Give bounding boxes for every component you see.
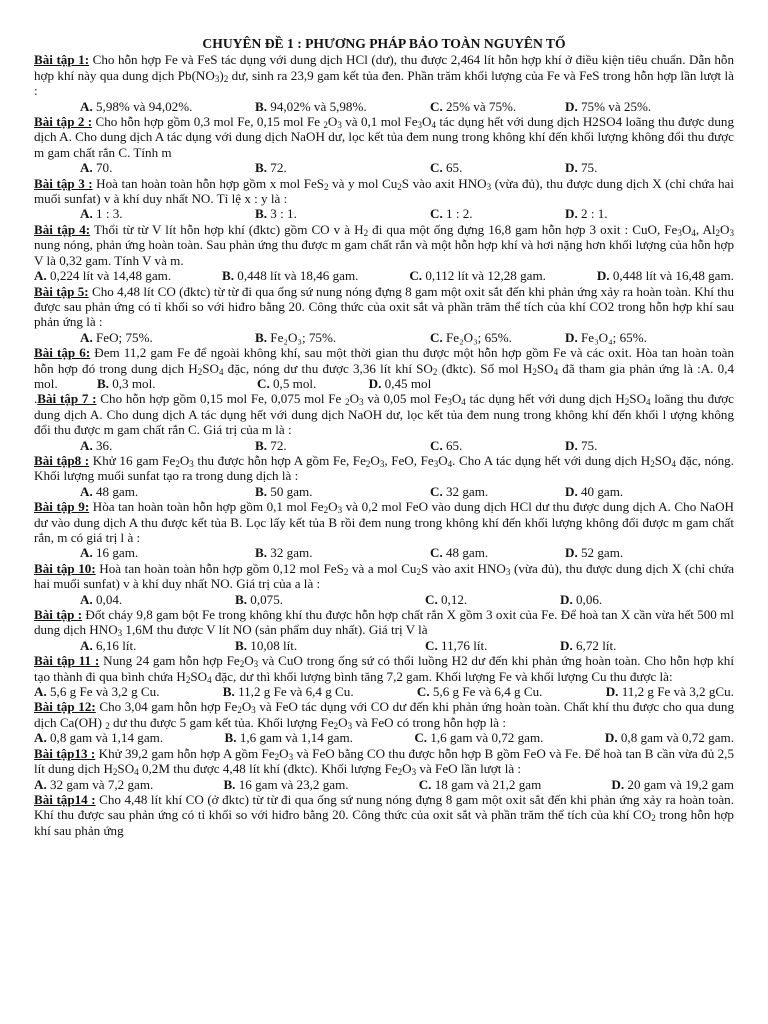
choice-letter: C.	[416, 684, 430, 700]
exercise-question	[34, 499, 734, 545]
answer-choice	[560, 592, 730, 607]
exercise-text: Thổi từ từ V lít hỗn hợp khí (đktc) gồm CO v à $H_2$ đi qua một ống đựng 16,8 gam hỗn hợp 3 oxit : CuO, $Fe_3O_4$, $Al_2O_3$ nung nóng, phản ứng hoàn toàn. Sau phản ứng thu được m gam chất rắn và một hỗn hợp khí và hơi nặng hơn khối lượng của hỗn hợp V là 0,32 gam. Tính V và m.	[34, 221, 735, 268]
choice-letter: C.	[414, 730, 428, 746]
exercise-text: Cho hỗn hợp gồm 0,3 mol Fe, 0,15 mol Fe $_2O_3$ và 0,1 mol $Fe_3O_4$ tác dụng hết với dung dịch H2SO4 loãng thu được dung dịch A. Cho dung dịch A tác dụng với dung dịch NaOH dư, lọc kết tủa đem nung trong không khí đến khối lượng không đổi thu được m gam chất rắn C. Tính m	[34, 114, 734, 160]
answer-choice	[80, 330, 255, 345]
exercise-block	[34, 453, 734, 499]
answer-choice	[430, 330, 565, 345]
exercise-text: Cho 4,48 lít khí CO (ở đktc) từ từ đi qua ống sứ nung nóng đựng 8 gam một oxit sắt đến khi phản ứng xảy ra hoàn toàn. Khí thu được sau phản ứng có tỉ khối so với hiđro bằng 20. Công thức của oxit sắt và phần trăm thể tích của khí $CO_2$ trong hỗn hợp khí sau phản ứng	[34, 791, 734, 838]
answer-choice	[255, 160, 430, 175]
exercise-text: Cho hỗn hợp Fe và FeS tác dụng với dung dịch HCl (dư), thu được 2,464 lít hỗn hợp khí ở điều kiện tiêu chuẩn. Dẫn hỗn hợp khí này qua dung dịch $Pb(NO_3)_2$ dư, sinh ra 23,9 gam kết tủa đen. Phần trăm khối lượng của Fe và FeS trong hỗn hợp lần lượt là :	[34, 52, 734, 99]
choice-letter: A.	[80, 206, 93, 222]
choice-text: 0,112 lít và 12,28 gam.	[422, 268, 546, 284]
choice-letter: D.	[565, 160, 578, 176]
choice-text: 40 gam.	[577, 483, 624, 499]
choice-text: 75.	[577, 437, 598, 453]
choice-letter: D.	[605, 684, 619, 700]
answer-choice	[80, 592, 235, 607]
answer-choices	[34, 484, 734, 499]
exercise-block	[34, 284, 734, 346]
choice-letter: A.	[80, 437, 93, 453]
exercise-text: Đem 11,2 gam Fe để ngoài không khí, sau một thời gian thu được một hỗn hợp gồm Fe và các oxit. Hòa tan hoàn toàn hỗn hợp đó trong dung dịch $H_2SO_4$ đặc, nóng dư thu được 3,36 lít khí $SO_2$ (đktc). Số mol $H_2SO_4$ đã tham gia phản ứng là :A. 0,4 mol. B. 0,3 mol. C. 0,5 mol. D. 0,45 mol	[34, 345, 734, 391]
choice-text: 52 gam.	[577, 545, 624, 561]
answer-choices	[34, 777, 734, 792]
choice-letter: C.	[430, 483, 443, 499]
choice-text: 48 gam.	[442, 545, 489, 561]
exercise-text: Cho 4,48 lít CO (đktc) từ từ đi qua ống sứ nung nóng đựng 8 gam một oxit sắt đến khi phản ứng xảy ra hoàn toàn. Khí thu được sau phản ứng có tỉ khối so với hiđro bằng 20. Công thức của oxit sắt và phần trăm thể tích của khí CO2 trong hỗn hợp khí sau phản ứng là :	[34, 283, 735, 330]
choice-letter: A.	[80, 591, 93, 607]
choice-letter: C.	[430, 98, 443, 114]
answer-choice	[430, 545, 565, 560]
choice-letter: B.	[255, 329, 268, 345]
answer-choice	[430, 438, 565, 453]
exercise-block	[34, 792, 734, 838]
exercise-label: Bài tập14 :	[34, 791, 96, 807]
choice-text: 0,224 lít và 14,48 gam.	[46, 268, 172, 284]
exercise-question	[34, 453, 734, 484]
exercise-label: Bài tập13 :	[34, 745, 96, 761]
exercise-label: Bài tập 12:	[34, 699, 96, 715]
answer-choice	[80, 484, 255, 499]
answer-choice	[597, 268, 734, 283]
choice-text: 36.	[92, 437, 113, 453]
exercise-question	[34, 653, 734, 684]
exercise-question	[34, 52, 734, 98]
choice-text: 2 : 1.	[577, 206, 608, 222]
answer-choice	[565, 99, 735, 114]
exercise-block	[34, 499, 734, 561]
choice-letter: B.	[224, 730, 237, 746]
answer-choices	[34, 330, 734, 345]
exercise-block	[34, 561, 734, 607]
answer-choices	[34, 438, 734, 453]
choice-letter: B.	[255, 545, 268, 561]
choice-text: FeO; 75%.	[92, 329, 153, 345]
exercise-question	[34, 284, 734, 330]
choice-letter: B.	[255, 437, 268, 453]
choice-text: 10,08 lít.	[247, 637, 298, 653]
exercise-label: Bài tập 5:	[34, 283, 89, 299]
answer-choice	[430, 206, 565, 221]
exercise-block	[34, 222, 734, 284]
exercise-question	[34, 114, 734, 160]
choice-letter: D.	[611, 776, 625, 792]
choice-text: 3 : 1.	[267, 206, 297, 222]
answer-choice	[80, 638, 235, 653]
answer-choice	[425, 638, 560, 653]
exercise-question	[34, 391, 734, 437]
exercise-text: Cho hỗn hợp gồm 0,15 mol Fe, 0,075 mol Fe $_2O_3$ và 0,05 mol $Fe_3O_4$ tác dụng hết với dung dịch $H_2SO_4$ loãng thu được dung dịch A. Cho dung dịch A tác dụng hết với dung dịch NaOH dư, lọc kết tủa đem nung trong không khí đến khối l ượng không đổi thu được m gam chất rắn C. Giá trị của m là :	[34, 391, 734, 438]
answer-choices	[34, 160, 734, 175]
choice-letter: C.	[425, 591, 438, 607]
answer-choices	[34, 592, 734, 607]
choice-letter: D.	[565, 329, 578, 345]
answer-choice	[80, 545, 255, 560]
choice-text: 5,98% và 94,02%.	[92, 98, 193, 114]
answer-choice	[235, 638, 425, 653]
choice-letter: B.	[255, 98, 268, 114]
choice-letter: D.	[565, 483, 578, 499]
answer-choices	[34, 638, 734, 653]
answer-choice	[255, 99, 430, 114]
answer-choice	[34, 730, 163, 745]
choice-text: 94,02% và 5,98%.	[267, 98, 367, 114]
choice-letter: A.	[80, 545, 93, 561]
choice-text: 0,075.	[247, 591, 284, 607]
answer-choice	[34, 777, 153, 792]
exercise-block	[34, 52, 734, 114]
choice-text: 11,2 g Fe và 3,2 gCu.	[618, 684, 734, 700]
answer-choice	[255, 484, 430, 499]
exercise-label: Bài tập 4:	[34, 221, 91, 237]
choice-text: 72.	[267, 160, 287, 176]
answer-choices	[34, 206, 734, 221]
choice-text: 32 gam và 7,2 gam.	[46, 776, 154, 792]
choice-letter: B.	[235, 591, 248, 607]
answer-choice	[560, 638, 730, 653]
choice-letter: D.	[560, 637, 573, 653]
answer-choice	[409, 268, 546, 283]
answer-choice	[80, 206, 255, 221]
choice-text: 16 gam.	[92, 545, 139, 561]
choice-letter: A.	[80, 329, 93, 345]
choice-text: 11,76 lít.	[437, 637, 488, 653]
answer-choice	[80, 160, 255, 175]
page-title: CHUYÊN ĐỀ 1 : PHƯƠNG PHÁP BẢO TOÀN NGUYÊN TỐ	[202, 36, 566, 51]
choice-text: 1,6 gam và 0,72 gam.	[427, 730, 544, 746]
choice-letter: D.	[604, 730, 618, 746]
exercise-question	[34, 561, 734, 592]
answer-choice	[235, 592, 425, 607]
choice-letter: A.	[34, 776, 47, 792]
choice-letter: A.	[80, 637, 93, 653]
choice-text: 16 gam và 23,2 gam.	[235, 776, 349, 792]
answer-choice	[565, 330, 735, 345]
exercise-label: Bài tập 2 :	[34, 114, 93, 130]
choice-text: 50 gam.	[267, 483, 313, 499]
choice-letter: C.	[430, 437, 443, 453]
exercise-block	[34, 176, 734, 222]
exercise-label: Bài tập 10:	[34, 560, 96, 576]
choice-text: 65.	[442, 160, 463, 176]
choice-text: 0,8 gam và 1,14 gam.	[46, 730, 164, 746]
exercise-text: Hòa tan hoàn toàn hỗn hợp gồm 0,1 mol $Fe_2O_3$ và 0,2 mol FeO vào dung dịch HCl dư thu được dung dịch A. Cho NaOH dư vào dung dịch A thu được kết tủa B. Lọc lấy kết tủa B rồi đem nung trong không khí đến khối lượng không đổi được m gam chất rắn, m có giá trị l à :	[34, 499, 734, 545]
answer-choice	[34, 268, 171, 283]
choice-letter: C.	[430, 206, 443, 222]
exercise-question	[34, 176, 734, 207]
choice-text: 72.	[267, 437, 287, 453]
choice-letter: B.	[255, 483, 268, 499]
choice-text: Fe₂O₃; 65%.	[442, 329, 512, 345]
choice-letter: C.	[418, 776, 432, 792]
choice-letter: D.	[560, 591, 573, 607]
choice-letter: D.	[596, 268, 610, 284]
answer-choice	[223, 777, 348, 792]
answer-choices	[34, 730, 734, 745]
choice-letter: A.	[80, 160, 93, 176]
choice-letter: D.	[565, 545, 578, 561]
answer-choice	[430, 484, 565, 499]
answer-choice	[255, 545, 430, 560]
choice-text: Fe₃O₄; 65%.	[577, 329, 647, 345]
answer-choice	[414, 730, 543, 745]
choice-text: 70.	[92, 160, 113, 176]
exercise-text: Hoà tan hoàn toàn hỗn hợp gồm x mol FeS$_2$ và y mol $Cu_2S$ vào axit $HNO_3$ (vừa đủ), thu được dung dịch X (chỉ chứa hai muối sunfat) v à khí duy nhất NO. Tỉ lệ x : y là :	[34, 175, 734, 207]
choice-letter: B.	[255, 206, 268, 222]
choice-text: 25% và 75%.	[442, 98, 517, 114]
exercise-list	[34, 52, 734, 838]
choice-letter: C.	[430, 329, 443, 345]
choice-text: 0,12.	[437, 591, 468, 607]
choice-letter: C.	[409, 268, 423, 284]
exercise-question	[34, 222, 734, 268]
choice-letter: B.	[222, 684, 235, 700]
answer-choice	[222, 268, 358, 283]
choice-text: 32 gam.	[267, 545, 313, 561]
answer-choice	[223, 684, 354, 699]
exercise-block	[34, 653, 734, 699]
choice-text: 75.	[577, 160, 598, 176]
choice-letter: D.	[565, 437, 578, 453]
choice-text: 65.	[442, 437, 463, 453]
answer-choice	[430, 160, 565, 175]
choice-text: 32 gam.	[442, 483, 489, 499]
choice-letter: A.	[34, 684, 47, 700]
answer-choices	[34, 268, 734, 283]
choice-text: 5,6 g Fe và 3,2 g Cu.	[46, 684, 160, 700]
exercise-text: Khử 39,2 gam hỗn hợp A gồm $Fe_2O_3$ và FeO bằng CO thu được hỗn hợp B gồm FeO và Fe. Để hoà tan B cần vừa đủ 2,5 lít dung dịch $H_2SO_4$ 0,2M thu được 4,48 lít khí (đktc). Khối lượng $Fe_2O_3$ và FeO lần lượt là :	[34, 745, 734, 778]
answer-choice	[425, 592, 560, 607]
choice-text: 0,04.	[92, 591, 123, 607]
exercise-block	[34, 607, 734, 653]
answer-choice	[565, 160, 735, 175]
choice-letter: B.	[223, 776, 236, 792]
answer-choice	[565, 545, 735, 560]
exercise-label: Bài tập8 :	[34, 452, 90, 468]
choice-letter: A.	[34, 268, 47, 284]
answer-choice	[419, 777, 542, 792]
exercise-block	[34, 746, 734, 792]
choice-letter: C.	[425, 637, 438, 653]
answer-choice	[80, 438, 255, 453]
choice-text: 6,72 lít.	[572, 637, 617, 653]
exercise-label: Bài tập 6:	[34, 345, 91, 361]
exercise-label: Bài tập 1:	[34, 52, 90, 68]
choice-letter: C.	[430, 545, 443, 561]
choice-text: 0,8 gam và 0,72 gam.	[617, 730, 734, 746]
choice-text: 20 gam và 19,2 gam	[624, 776, 734, 792]
answer-choice	[565, 206, 735, 221]
answer-choice	[255, 330, 430, 345]
choice-text: 0,448 lít và 18,46 gam.	[234, 268, 359, 284]
exercise-question	[34, 345, 734, 391]
answer-choice	[417, 684, 542, 699]
choice-text: 11,2 g Fe và 6,4 g Cu.	[234, 684, 354, 700]
choice-text: Fe₂O₃; 75%.	[267, 329, 337, 345]
answer-choices	[34, 684, 734, 699]
exercise-label: Bài tập 11 :	[34, 653, 100, 669]
choice-text: 1,6 gam và 1,14 gam.	[236, 730, 353, 746]
choice-text: 6,16 lít.	[92, 637, 137, 653]
answer-choice	[255, 438, 430, 453]
exercise-question	[34, 607, 734, 638]
answer-choice	[255, 206, 430, 221]
answer-choice	[565, 484, 735, 499]
answer-choices	[34, 545, 734, 560]
answer-choice	[430, 99, 565, 114]
exercise-text: Đốt cháy 9,8 gam bột Fe trong không khí thu được hỗn hợp chất rắn X gồm 3 oxit của Fe. Để hoà tan X cần vừa hết 500 ml dung dịch $HNO_3$ 1,6M thu được V lít NO (sản phẩm duy nhất). Giá trị V là	[34, 607, 734, 639]
choice-text: 1 : 3.	[92, 206, 123, 222]
answer-choice	[565, 438, 735, 453]
answer-choice	[611, 777, 734, 792]
choice-text: 75% và 25%.	[577, 98, 652, 114]
choice-text: 18 gam và 21,2 gam	[431, 776, 542, 792]
answer-choice	[225, 730, 353, 745]
choice-letter: B.	[222, 268, 235, 284]
choice-text: 0,06.	[572, 591, 603, 607]
exercise-block	[34, 345, 734, 391]
answer-choices	[34, 99, 734, 114]
choice-letter: D.	[565, 206, 578, 222]
answer-choice	[34, 684, 159, 699]
answer-choice	[80, 99, 255, 114]
choice-letter: A.	[80, 98, 93, 114]
choice-text: 5,6 g Fe và 6,4 g Cu.	[429, 684, 543, 700]
exercise-question	[34, 792, 734, 838]
answer-choice	[606, 684, 734, 699]
choice-text: 48 gam.	[92, 483, 139, 499]
exercise-block	[34, 391, 734, 453]
exercise-label: Bài tập 7 :	[37, 391, 97, 407]
choice-letter: B.	[235, 637, 248, 653]
exercise-block	[34, 114, 734, 176]
exercise-label: Bài tập 3 :	[34, 175, 93, 191]
exercise-text: Hoà tan hoàn toàn hỗn hợp gồm 0,12 mol FeS$_2$ và a mol $Cu_2S$ vào axit $HNO_3$ (vừa đủ), thu được dung dịch X (chỉ chứa hai muối sunfat) v à khí duy nhất NO. Giá trị của a là :	[34, 560, 735, 592]
choice-letter: A.	[34, 730, 47, 746]
exercise-question	[34, 699, 734, 730]
answer-choice	[605, 730, 734, 745]
exercise-prefix: .	[34, 391, 38, 407]
exercise-text: Nung 24 gam hỗn hợp $Fe_2O_3$ và CuO trong ống sứ có thổi luồng H2 dư đến khi phản ứng hoàn toàn. Cho hỗn hợp khí tạo thành đi qua bình chứa $H_2SO_4$ đặc, dư thì khối lượng bình tăng 7,2 gam. Khối lượng Fe và khối lượng Cu thu được là:	[34, 653, 734, 685]
choice-text: 0,448 lít và 16,48 gam.	[609, 268, 734, 284]
exercise-block	[34, 699, 734, 745]
exercise-text: Cho 3,04 gam hỗn hợp $Fe_2O_3$ và FeO tác dụng với CO dư đến khi phản ứng hoàn toàn. Chất khí thu được cho qua dung dịch Ca(OH) $_2$ dư thu được 5 gam kết tủa. Khối lượng $Fe_2O_3$ và FeO có trong hỗn hợp là :	[34, 699, 735, 731]
choice-letter: A.	[80, 483, 93, 499]
choice-letter: B.	[255, 160, 268, 176]
choice-letter: C.	[430, 160, 443, 176]
exercise-label: Bài tập :	[34, 607, 83, 623]
choice-letter: D.	[565, 98, 578, 114]
exercise-label: Bài tập 9:	[34, 499, 90, 515]
choice-text: 1 : 2.	[442, 206, 473, 222]
exercise-text: Khử 16 gam $Fe_2O_3$ thu được hỗn hợp A gồm Fe, $Fe_2O_3$, FeO, $Fe_3O_4$. Cho A tác dụng hết với dung dịch $H_2SO_4$ đặc, nóng. Khối lượng muối sunfat tạo ra trong dung dịch là :	[34, 452, 734, 484]
exercise-question	[34, 746, 734, 777]
